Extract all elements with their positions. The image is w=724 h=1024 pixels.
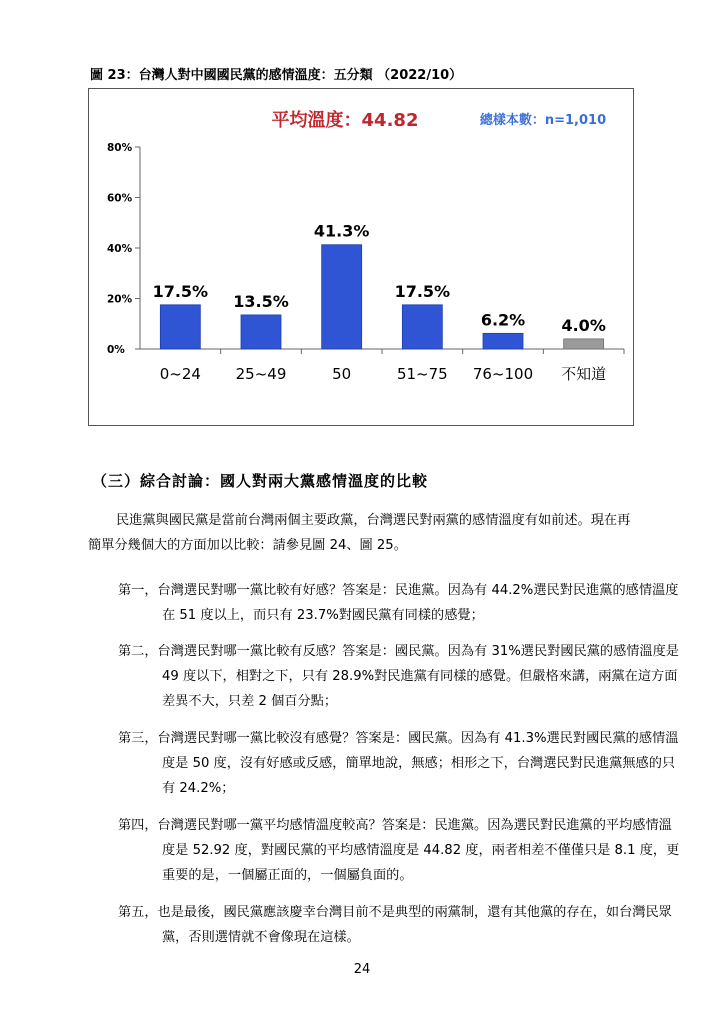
chart-frame	[88, 88, 634, 426]
bar	[483, 333, 523, 349]
data-label: 4.0%	[561, 315, 606, 335]
chart-title: 平均溫度：44.82	[271, 110, 419, 131]
section-heading: （三）綜合討論：國人對兩大黨感情溫度的比較	[92, 472, 429, 490]
x-tick-label: 51~75	[396, 365, 448, 383]
bar-chart	[89, 89, 635, 427]
x-tick-label: 不知道	[561, 365, 607, 383]
y-tick-label: 20%	[107, 293, 133, 306]
discussion-item: 第二，台灣選民對哪一黨比較有反感？答案是：國民黨。因為有 31%選民對國民黨的感情溫度是 49 度以下，相對之下，只有 28.9%對民進黨有同樣的感覺。但嚴格來講，兩黨在這方面差異不大，只差 2 個百分點；	[118, 644, 679, 709]
intro-paragraph: 民進黨與國民黨是當前台灣兩個主要政黨，台灣選民對兩黨的感情溫度有如前述。現在再簡單分幾個大的方面加以比較：請參見圖 24、圖 25。	[88, 513, 631, 553]
discussion-item: 第三，台灣選民對哪一黨比較沒有感覺？答案是：國民黨。因為有 41.3%選民對國民黨的感情溫度是 50 度，沒有好感或反感，簡單地說，無感；相形之下，台灣選民對民進黨無感的只有 24.2%；	[118, 731, 679, 796]
y-tick-label: 0%	[107, 344, 125, 356]
y-tick-label: 60%	[107, 192, 133, 205]
page-number: 24	[353, 962, 371, 977]
data-label: 6.2%	[480, 310, 526, 330]
figure-caption: 圖 23：台灣人對中國國民黨的感情溫度：五分類 （2022/10）	[90, 68, 463, 83]
x-tick-label: 76~100	[472, 365, 534, 383]
discussion-item: 第四，台灣選民對哪一黨平均感情溫度較高？答案是：民進黨。因為選民對民進黨的平均感情溫度是 52.92 度，對國民黨的平均感情溫度是 44.82 度，兩者相差不僅僅只是 8.1 度，更重要的是，一個屬正面的，一個屬負面的。	[118, 818, 680, 883]
bars	[153, 222, 607, 383]
x-tick-label: 50	[332, 365, 352, 383]
discussion-item: 第一，台灣選民對哪一黨比較有好感？答案是：民進黨。因為有 44.2%選民對民進黨的感情溫度在 51 度以上，而只有 23.7%對國民黨有同樣的感覺；	[118, 583, 679, 623]
bar	[322, 245, 362, 349]
bar	[564, 339, 604, 349]
bar	[160, 305, 200, 349]
x-tick-label: 25~49	[235, 365, 287, 383]
data-label: 17.5%	[394, 281, 451, 301]
x-tick-label: 0~24	[159, 365, 201, 383]
bar	[402, 305, 442, 349]
data-label: 41.3%	[313, 221, 370, 241]
bar	[241, 315, 281, 349]
discussion-item: 第五，也是最後，國民黨應該慶幸台灣目前不是典型的兩黨制，還有其他黨的存在，如台灣民眾黨，否則選情就不會像現在這樣。	[118, 905, 672, 945]
data-label: 13.5%	[233, 291, 289, 311]
sample-size-note: 總樣本數：n=1,010	[479, 113, 607, 128]
data-label: 17.5%	[152, 281, 209, 301]
y-tick-label: 40%	[107, 243, 133, 255]
y-tick-label: 80%	[107, 142, 133, 154]
